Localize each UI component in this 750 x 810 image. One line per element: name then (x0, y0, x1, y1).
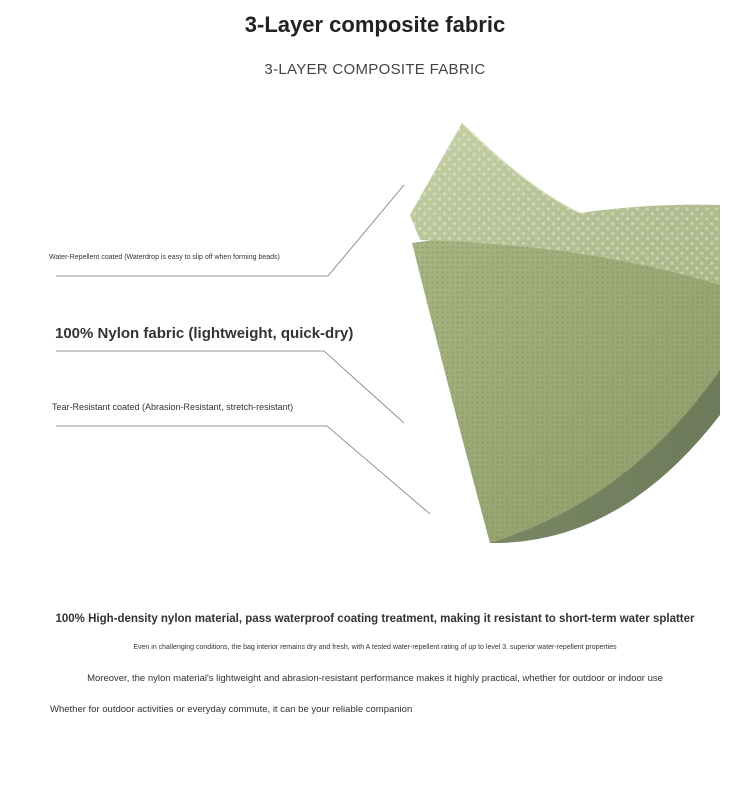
description-line-1: 100% High-density nylon material, pass waterproof coating treatment, making it resistant to short-term water splatter (55, 613, 695, 625)
leader-line-bottom (56, 426, 430, 514)
description-line-2: Even in challenging conditions, the bag interior remains dry and fresh, with A tested water-repellent rating of up to level 3. superior water-repellent properties (133, 644, 617, 651)
layer-top-label: Water-Repellent coated (Waterdrop is easy to slip off when forming beads) (49, 254, 280, 261)
description-line-3: Moreover, the nylon material's lightweight and abrasion-resistant performance makes it highly practical, whether for outdoor or indoor use (87, 673, 663, 684)
leader-line-middle (56, 351, 404, 423)
page-subtitle: 3-LAYER COMPOSITE FABRIC (264, 61, 486, 78)
leader-line-top (56, 185, 404, 276)
fabric-layers-illustration (390, 95, 730, 575)
page-title: 3-Layer composite fabric (244, 12, 506, 37)
description-line-4: Whether for outdoor activities or everyday commute, it can be your reliable companion (50, 704, 413, 715)
layer-middle-label: 100% Nylon fabric (lightweight, quick-dry) (55, 325, 354, 342)
layer-bottom-label: Tear-Resistant coated (Abrasion-Resistant, stretch-resistant) (52, 402, 294, 412)
